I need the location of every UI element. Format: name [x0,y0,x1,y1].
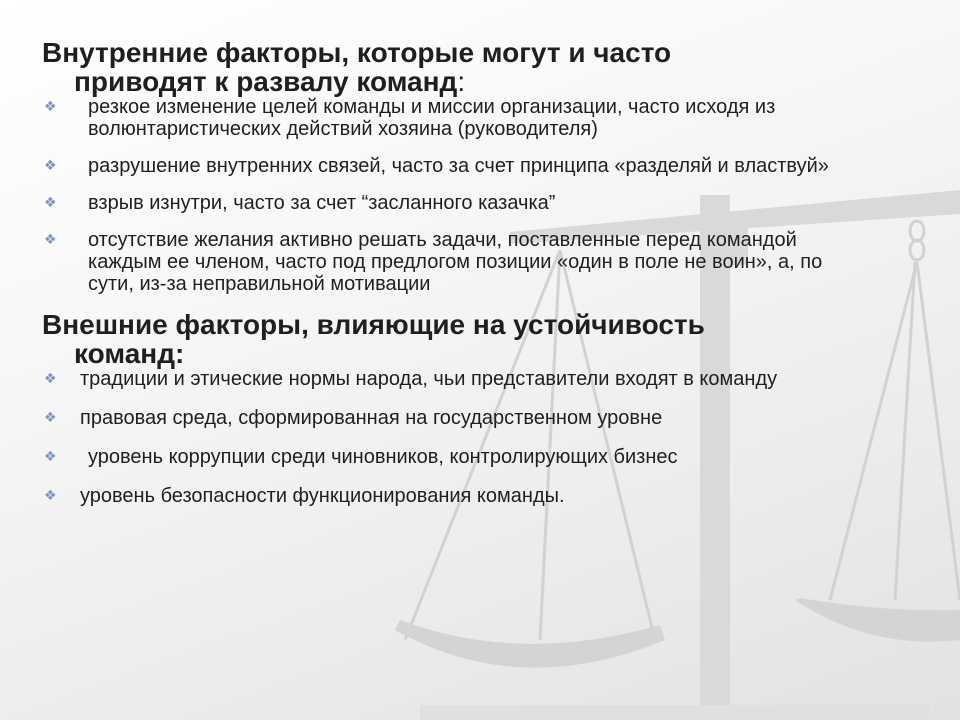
list-item [42,192,872,214]
external-factors-list [42,368,872,507]
diamond-bullet-icon: ❖ [44,231,57,247]
list-item-text: традиции и этические нормы народа, чьи представители входят в команду [80,368,778,390]
list-item-text: разрушение внутренних связей, часто за счет принципа «разделяй и властвуй» [88,155,829,177]
diamond-bullet-icon: ❖ [44,370,57,386]
list-item-text: уровень безопасности функционирования команды. [80,485,565,507]
list-item [42,96,872,140]
list-item [42,155,872,177]
list-item-text: уровень коррупции среди чиновников, контролирующих бизнес [88,446,678,468]
list-item-text: правовая среда, сформированная на государственном уровне [80,407,663,429]
diamond-bullet-icon: ❖ [44,409,57,425]
internal-factors-heading [42,38,872,96]
list-item [42,446,872,468]
diamond-bullet-icon: ❖ [44,157,57,173]
list-item [42,368,872,390]
diamond-bullet-icon: ❖ [44,194,57,210]
external-factors-heading-line2: команд: [74,338,185,369]
list-item-text: резкое изменение целей команды и миссии организации, часто исходя из волюнтаристических действий хозяина (руководителя) [88,96,776,140]
external-factors-heading [42,310,872,368]
list-item [42,229,872,295]
internal-factors-list [42,96,872,295]
internal-factors-heading-line2: приводят к развалу команд: [74,66,466,97]
diamond-bullet-icon: ❖ [44,487,57,503]
list-item-text: взрыв изнутри, часто за счет “засланного казачка” [88,192,556,214]
internal-factors-heading-line1: Внутренние факторы, которые могут и часто [42,37,672,68]
diamond-bullet-icon: ❖ [44,98,57,114]
list-item-text: отсутствие желания активно решать задачи, поставленные перед командой каждым ее членом, часто под предлогом позиции «один в поле не воин», а, по сути, из-за неправильной мотивации [88,229,823,295]
list-item [42,485,872,507]
external-factors-heading-line1: Внешние факторы, влияющие на устойчивость [42,309,705,340]
slide-content [42,38,872,524]
list-item [42,407,872,429]
diamond-bullet-icon: ❖ [44,448,57,464]
